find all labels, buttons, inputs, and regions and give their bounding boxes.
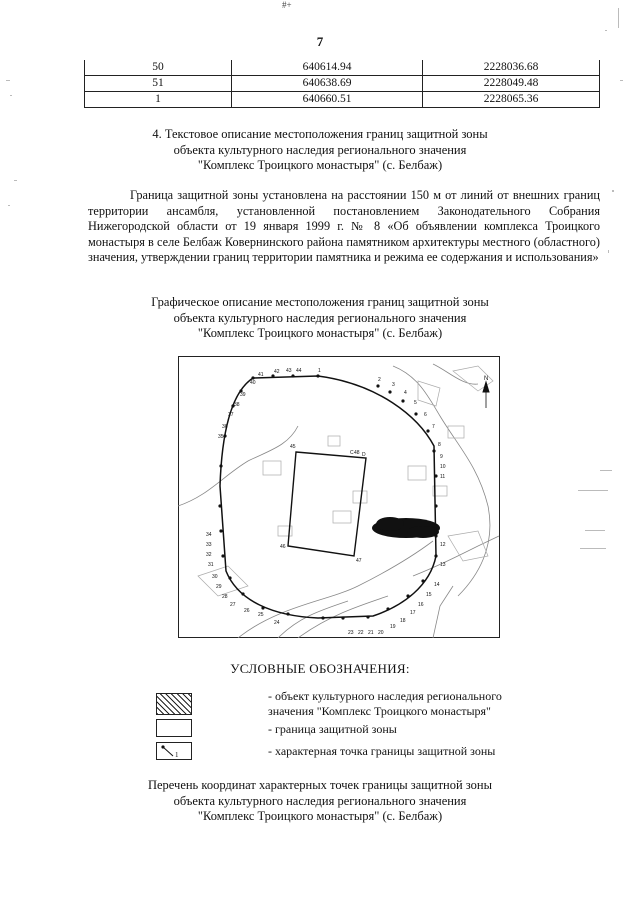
map-label: 28 [222,594,228,600]
map-label: 25 [258,612,264,618]
heading-line: объекта культурного наследия регионального значения [173,310,467,325]
heading-line: "Комплекс Троицкого монастыря" (с. Белбаж) [197,326,443,340]
map-label: 47 [356,558,362,564]
map-label: 14 [434,582,440,588]
map-label: 29 [216,584,222,590]
map-label: 27 [230,602,236,608]
map-label: 6 [424,412,427,418]
map-label: 39 [240,392,246,398]
map-label: 2 [378,377,381,383]
map-label: 44 [296,368,302,374]
map-label: 31 [208,562,214,568]
map-label: 13 [440,562,446,568]
map-label: 20 [378,630,384,636]
map-label: 1 [318,368,321,374]
heading-line: Графическое описание местоположения границ защитной зоны [151,295,489,309]
map-label: 48 [354,450,360,456]
map-label: 46 [280,544,286,550]
legend-text-line: значения "Комплекс Троицкого монастыря" [268,704,491,718]
boundary-description: Граница защитной зоны установлена на расстоянии 150 м от линий от внешних границ территории ансамбля, установленной постановлением Законодательного Собрания Нижегородской области от 19 января 1999 г. № 8 «Об объявлении комплекса Троицкого монастыря в селе Белбаж Ковернинского района памятником архитектуры местного (областного) значения, утверждении границ территории памятника и режима ее содержания и использования» [88,188,600,265]
map-label: 42 [274,369,280,375]
table-cell: 640614.94 [232,60,423,76]
legend-text-line: - объект культурного наследия регионального [268,689,502,703]
legend-item-point: - характерная точка границы защитной зоны [268,744,496,758]
map-label: 45 [290,444,296,450]
page-number: 7 [316,34,324,49]
map-label: D [362,452,366,458]
map-label: 3 [392,382,395,388]
map-label: 37 [228,412,234,418]
map-label: 30 [212,574,218,580]
heading-line: "Комплекс Троицкого монастыря" (с. Белбаж) [197,809,443,823]
map-label: 15 [426,592,432,598]
table-cell: 50 [85,60,232,76]
map-label: 24 [274,620,280,626]
map-label: 19 [390,624,396,630]
map-label: 32 [206,552,212,558]
heading-line: 4. Текстовое описание местоположения границ защитной зоны [152,127,488,141]
map-label: 34 [206,532,212,538]
map-label: 23 [348,630,354,636]
map-label: 35 [218,434,224,440]
scan-mark: #+ [282,0,292,10]
table-cell: 2228036.68 [423,60,600,76]
map-label: 22 [358,630,364,636]
map-label: 40 [250,380,256,386]
map-label: 36 [222,424,228,430]
map-label: 10 [440,464,446,470]
map-label: 16 [418,602,424,608]
table-cell: 640638.69 [232,76,423,92]
table-cell: 2228065.36 [423,92,600,108]
table-cell: 51 [85,76,232,92]
heading-line: объекта культурного наследия регионального значения [173,142,467,157]
map-label: 41 [258,372,264,378]
map-label: 38 [234,402,240,408]
legend-item-boundary: - граница защитной зоны [268,722,397,736]
map-label: 33 [206,542,212,548]
legend-title: УСЛОВНЫЕ ОБОЗНАЧЕНИЯ: [230,661,410,676]
map-label: 17 [410,610,416,616]
map-label: 12 [440,542,446,548]
table-cell: 1 [85,92,232,108]
map-label: 26 [244,608,250,614]
map-label: 9 [440,454,443,460]
map-label: 5 [414,400,417,406]
point-symbol-label: 1 [175,751,179,759]
map-label: 21 [368,630,374,636]
table-cell: 640660.51 [232,92,423,108]
map-label: 8 [438,442,441,448]
north-label: N [484,376,489,382]
map-label: 18 [400,618,406,624]
map-label: 43 [286,368,292,374]
table-cell: 2228049.48 [423,76,600,92]
map-label: C [350,450,354,456]
map-label: 7 [432,424,435,430]
map-label: 4 [404,390,407,396]
map-label: 11 [440,474,446,480]
heading-line: Перечень координат характерных точек границы защитной зоны [147,778,493,792]
heading-line: "Комплекс Троицкого монастыря" (с. Белбаж) [197,158,443,172]
heading-line: объекта культурного наследия регионального значения [173,793,467,808]
